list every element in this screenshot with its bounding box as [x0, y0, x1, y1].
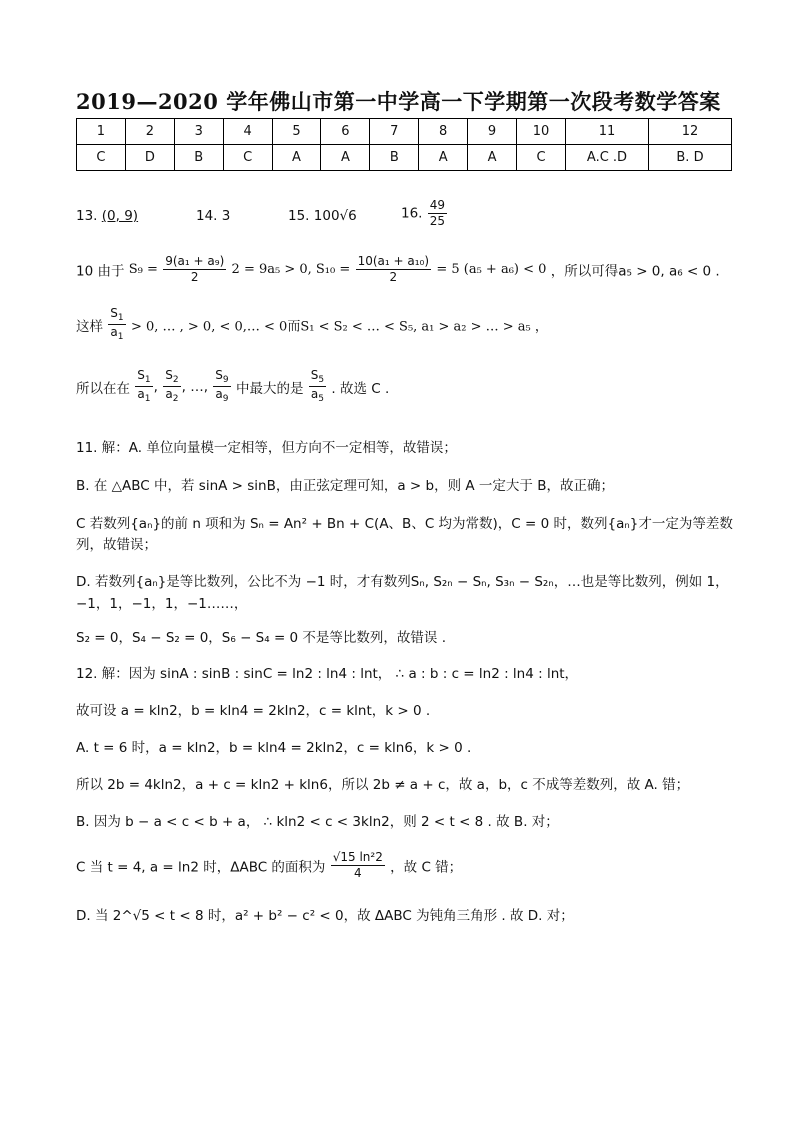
- q11-line5: D. 若数列{aₙ}是等比数列，公比不为 −1 时，才有数列Sₙ, S₂ₙ − Sₙ, S₃ₙ − S₂ₙ，…也是等比数列，例如 1，: [76, 574, 729, 590]
- answer-cell: B: [370, 145, 419, 171]
- q11-line7: S₂ = 0，S₄ − S₂ = 0，S₆ − S₄ = 0 不是等比数列，故错误 .: [76, 630, 447, 646]
- q10-line2-body: > 0, … , > 0, < 0,… < 0而S₁ < S₂ < … < S₅, a₁ > a₂ > … > a₅ ，: [130, 319, 548, 335]
- q10-line1-prefix: 10 由于: [76, 263, 125, 280]
- q10-s9-denominator: 2: [190, 270, 199, 284]
- q11-line4: 列，故错误；: [76, 537, 157, 553]
- q11-line6: −1，1，−1，1，−1……，: [76, 596, 248, 612]
- question-number: 1: [77, 119, 126, 145]
- question-number: 8: [419, 119, 468, 145]
- answer-cell: A: [272, 145, 321, 171]
- q12-area-numerator: √15 ln²2: [332, 850, 383, 864]
- q10-s10-fraction: [356, 254, 431, 285]
- q10-ratio-s2-a2: $\frac{S_2}{a_2}$: [165, 368, 179, 405]
- fill-in-q16: [401, 198, 448, 229]
- question-number: 4: [223, 119, 272, 145]
- question-number: 5: [272, 119, 321, 145]
- q10-s9-rhs: 2 = 9a₅ > 0, S₁₀ =: [231, 262, 351, 277]
- question-number: 11: [566, 119, 649, 145]
- q12-line5: B. 因为 b − a < c < b + a， ∴ kln2 < c < 3kln2，则 2 < t < 8 . 故 B. 对；: [76, 814, 559, 830]
- answer-cell: C: [517, 145, 566, 171]
- q13-value: (0, 9): [101, 208, 139, 224]
- q10-s10-denominator: 2: [389, 270, 398, 284]
- q12-line7: D. 当 2^√5 < t < 8 时，a² + b² − c² < 0，故 ΔABC 为钝角三角形 . 故 D. 对；: [76, 908, 574, 924]
- answer-cell: A: [468, 145, 517, 171]
- answer-cell: C: [223, 145, 272, 171]
- q16-denominator: 25: [429, 214, 446, 228]
- question-number: 3: [174, 119, 223, 145]
- fill-in-q15: [288, 208, 357, 224]
- q10-s9-numerator: 9(a₁ + a₉): [165, 254, 225, 268]
- q15-value: 100√6: [313, 208, 357, 224]
- answer-table-number-row: [77, 119, 732, 145]
- question-number: 7: [370, 119, 419, 145]
- question-number: 9: [468, 119, 517, 145]
- q16-label: 16.: [401, 205, 423, 222]
- q12-line6-prefix: C 当 t = 4, a = ln2 时，ΔABC 的面积为: [76, 859, 326, 876]
- q12-line4: 所以 2b = 4kln2，a + c = kln2 + kln6，所以 2b ≠ a + c，故 a，b，c 不成等差数列，故 A. 错；: [76, 777, 690, 793]
- q10-line1-suffix: ，所以可得a₅ > 0, a₆ < 0 .: [550, 263, 720, 280]
- q10-s9-lhs: S₉ =: [128, 262, 158, 277]
- answer-cell: B. D: [649, 145, 732, 171]
- q15-label: 15.: [288, 208, 310, 224]
- q11-line2: B. 在 △ABC 中，若 sinA > sinB，由正弦定理可知，a > b，则 A 一定大于 B，故正确；: [76, 478, 614, 494]
- q12-line3: A. t = 6 时，a = kln2，b = kln4 = 2kln2，c = kln6，k > 0 .: [76, 740, 472, 756]
- fill-in-q13: [76, 208, 138, 224]
- q12-area-fraction: [331, 850, 385, 881]
- question-number: 6: [321, 119, 370, 145]
- answer-cell: A.C .D: [566, 145, 649, 171]
- q10-line2-prefix: 这样: [76, 318, 103, 335]
- q12-line6-suffix: ，故 C 错；: [390, 859, 463, 876]
- q11-line3: C 若数列{aₙ}的前 n 项和为 Sₙ = An² + Bn + C(A、B、C 均为常数)，C = 0 时，数列{aₙ}才一定为等差数: [76, 516, 733, 532]
- q10-line2: [76, 306, 548, 344]
- answer-table-answer-row: [77, 145, 732, 171]
- question-number: 12: [649, 119, 732, 145]
- q11-line1: 11. 解：A. 单位向量模一定相等，但方向不一定相等，故错误；: [76, 440, 457, 456]
- q10-line3-body: 中最大的是: [235, 380, 304, 397]
- answer-cell: A: [321, 145, 370, 171]
- q10-ratio-1: $\frac{S_1}{a_1}$: [110, 306, 124, 343]
- q12-line1: 12. 解：因为 sinA : sinB : sinC = ln2 : ln4 : lnt， ∴ a : b : c = ln2 : ln4 : lnt，: [76, 666, 579, 682]
- q12-line2: 故可设 a = kln2，b = kln4 = 2kln2，c = klnt，k > 0 .: [76, 703, 431, 719]
- fill-in-q14: 14. 3: [196, 208, 231, 224]
- q12-line6: [76, 850, 462, 881]
- question-number: 10: [517, 119, 566, 145]
- q10-ratio-s9-a9: $\frac{S_9}{a_9}$: [215, 368, 229, 405]
- q10-s10-numerator: 10(a₁ + a₁₀): [357, 254, 430, 268]
- q16-fraction: [428, 198, 447, 229]
- q13-label: 13.: [76, 208, 98, 224]
- q10-line3-suffix: . 故选 C .: [331, 380, 390, 397]
- answer-cell: B: [174, 145, 223, 171]
- q10-line3: 所以在在 $\frac{S_1}{a_1}$ , $\frac{S_2}{a_2}$ , …, $\frac{S_9}{a_9}$ 中最大的是 $\frac{S_5}{a_5}$ . 故选 C .: [76, 368, 390, 405]
- answer-cell: D: [125, 145, 174, 171]
- question-number: 2: [125, 119, 174, 145]
- answer-cell: C: [77, 145, 126, 171]
- q10-ratio-s5-a5: $\frac{S_5}{a_5}$: [310, 368, 325, 405]
- q10-ratio-s1-a1: $\frac{S_1}{a_1}$: [137, 368, 151, 405]
- q10-line3-prefix: 所以在在: [76, 380, 130, 397]
- q10-s10-rhs: = 5 (a₅ + a₆) < 0: [436, 262, 547, 277]
- q10-s9-fraction: [163, 254, 226, 285]
- q10-line1: [76, 254, 720, 285]
- answer-cell: A: [419, 145, 468, 171]
- q16-numerator: 49: [429, 198, 446, 212]
- page-title: 2019—2020 学年佛山市第一中学高一下学期第一次段考数学答案: [76, 89, 721, 114]
- q12-area-denominator: 4: [353, 866, 362, 880]
- answer-table: [76, 118, 732, 171]
